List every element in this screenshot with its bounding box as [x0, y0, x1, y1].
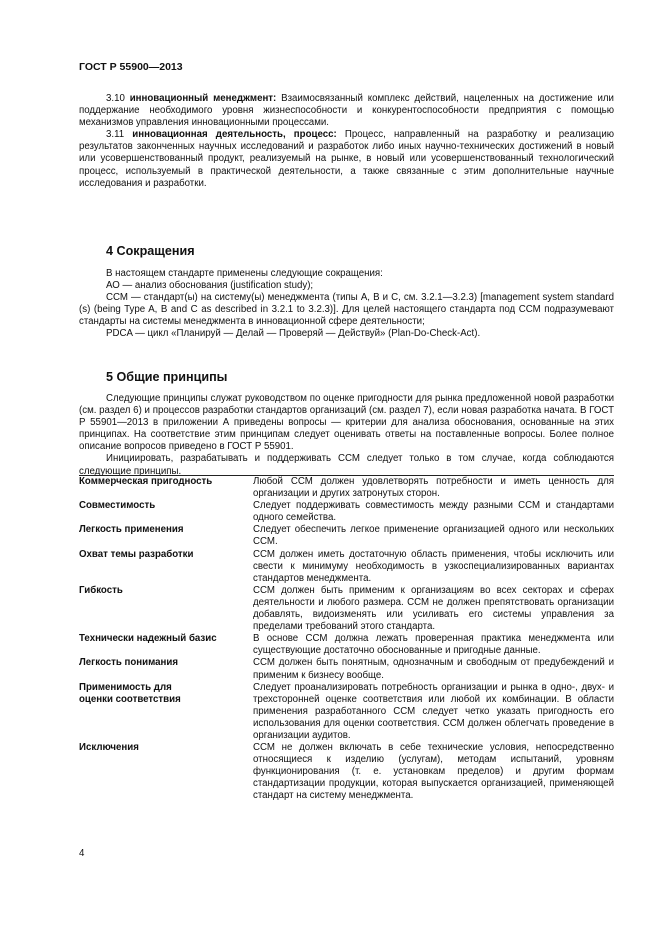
principle-term: Охват темы разработки	[79, 548, 194, 560]
principle-row	[79, 585, 614, 633]
section-5-para-1: Следующие принципы служат руководством по оценке пригодности для рынка предложенной новой разработки (см. раздел 6) и процессов разработки стандартов организаций (см. раздел 7), если новая разработка начата. В ГОСТ Р 55901—2013 в приложении А приведены вопросы — критерии для анализа обоснования, основанные на этих принципах. На соответствие этим принципам следует оценивать ответы на поставленные вопросы. Более полное описание вопросов приведено в ГОСТ Р 55901.	[79, 393, 614, 453]
page-number: 4	[79, 848, 85, 859]
section-4-title: 4 Сокращения	[106, 244, 195, 258]
section-5	[79, 370, 614, 478]
definition-3-10: 3.10 инновационный менеджмент: Взаимосвязанный комплекс действий, нацеленных на достижение или поддержание необходимого уровня жизнеспособности и конкурентоспособности предприятия с помощью механизмов управления инновационными процессами.	[79, 93, 614, 129]
section-5-para-2: Инициировать, разрабатывать и поддерживать ССМ следует только в том случае, когда соблюдаются следующие принципы.	[79, 453, 614, 477]
principle-term: Гибкость	[79, 584, 123, 596]
section-4-intro: В настоящем стандарте применены следующие сокращения:	[106, 268, 383, 279]
principle-row	[79, 742, 614, 802]
section-4	[79, 244, 614, 341]
principle-desc: Следует проанализировать потребность организации и рынка в одно-, двух- и трехсторонней оценке соответствия или любой их комбинации. В области применения разработанного ССМ следует четко указать пригодность его использования для оценки соответствия. ССМ должен облегчать проведение в организации аудитов.	[253, 681, 614, 741]
principle-row	[79, 657, 614, 681]
principle-desc: ССМ должен иметь достаточную область применения, чтобы исключить или свести к минимуму необходимость в узкоспециализированных вариантах стандартов менеджмента.	[253, 548, 614, 584]
section-5-title: 5 Общие принципы	[106, 370, 228, 384]
abbrev-item: ССМ — стандарт(ы) на систему(ы) менеджмента (типы А, В и С, см. 3.2.1—3.2.3) [management system standard (s) (being Type A, B and C as described in 3.2.1 to 3.2.3)]. Для целей настоящего стандарта под ССМ подразумевают стандарты на системы менеджмента в инновационной сфере деятельности;	[79, 292, 614, 328]
principle-desc: Следует обеспечить легкое применение организацией одного или нескольких ССМ.	[253, 524, 614, 548]
principles-table	[79, 475, 614, 803]
principle-term: Коммерческая пригодность	[79, 476, 213, 487]
abbrev-item: PDCA — цикл «Планируй — Делай — Проверяй — Действуй» (Plan-Do-Check-Act).	[106, 328, 481, 340]
definition-3-11: 3.11 инновационная деятельность, процесс: Процесс, направленный на разработку и реализацию результатов законченных научных исследований и разработок либо иных научно-технических достижений в новый или усовершенствованный продукт, реализуемый на рынке, в новый или усовершенствованный технологический процесс, используемый в практической деятельности, а также связанные с этим дополнительные научные исследования и разработки.	[79, 129, 614, 189]
principle-row	[79, 633, 614, 657]
principle-row	[79, 476, 614, 500]
principle-desc: Любой ССМ должен удовлетворять потребности и иметь ценность для организации и других затронутых сторон.	[253, 476, 614, 500]
principle-desc: ССМ должен быть понятным, однозначным и свободным от предубеждений и применим к бизнесу вообще.	[253, 657, 614, 681]
abbrev-item: АО — анализ обоснования (justification study);	[106, 280, 314, 292]
principle-desc: Следует поддерживать совместимость между разными ССМ и стандартами одного семейства.	[253, 500, 614, 524]
principle-term: Применимость для оценки соответствия	[79, 681, 181, 705]
principle-row	[79, 682, 614, 742]
document-header: ГОСТ Р 55900—2013	[79, 61, 183, 73]
definitions-block	[79, 93, 614, 190]
principle-term: Совместимость	[79, 500, 156, 512]
principle-term: Технически надежный базис	[79, 633, 217, 645]
principle-row	[79, 524, 614, 548]
principle-term: Легкость понимания	[79, 657, 178, 669]
principle-row	[79, 500, 614, 524]
principle-row	[79, 549, 614, 585]
principle-term: Легкость применения	[79, 524, 184, 536]
principle-term: Исключения	[79, 742, 139, 754]
principle-desc: ССМ должен быть применим к организациям во всех секторах и сферах деятельности и любого размера. ССМ не должен препятствовать организации добавлять, видоизменять или усиливать его системы управления за пределами требований этого стандарта.	[253, 584, 614, 633]
principle-desc: ССМ не должен включать в себе технические условия, непосредственно относящиеся к изделию (услугам), методам испытаний, уровням функционирования (т. е. установкам пределов) и другим формам стандартизации продукции, которая выпускается организацией, применяющей стандарт на систему менеджмента.	[253, 742, 614, 802]
principle-desc: В основе ССМ должна лежать проверенная практика менеджмента или существующие достаточно обоснованные и пригодные данные.	[253, 633, 614, 657]
